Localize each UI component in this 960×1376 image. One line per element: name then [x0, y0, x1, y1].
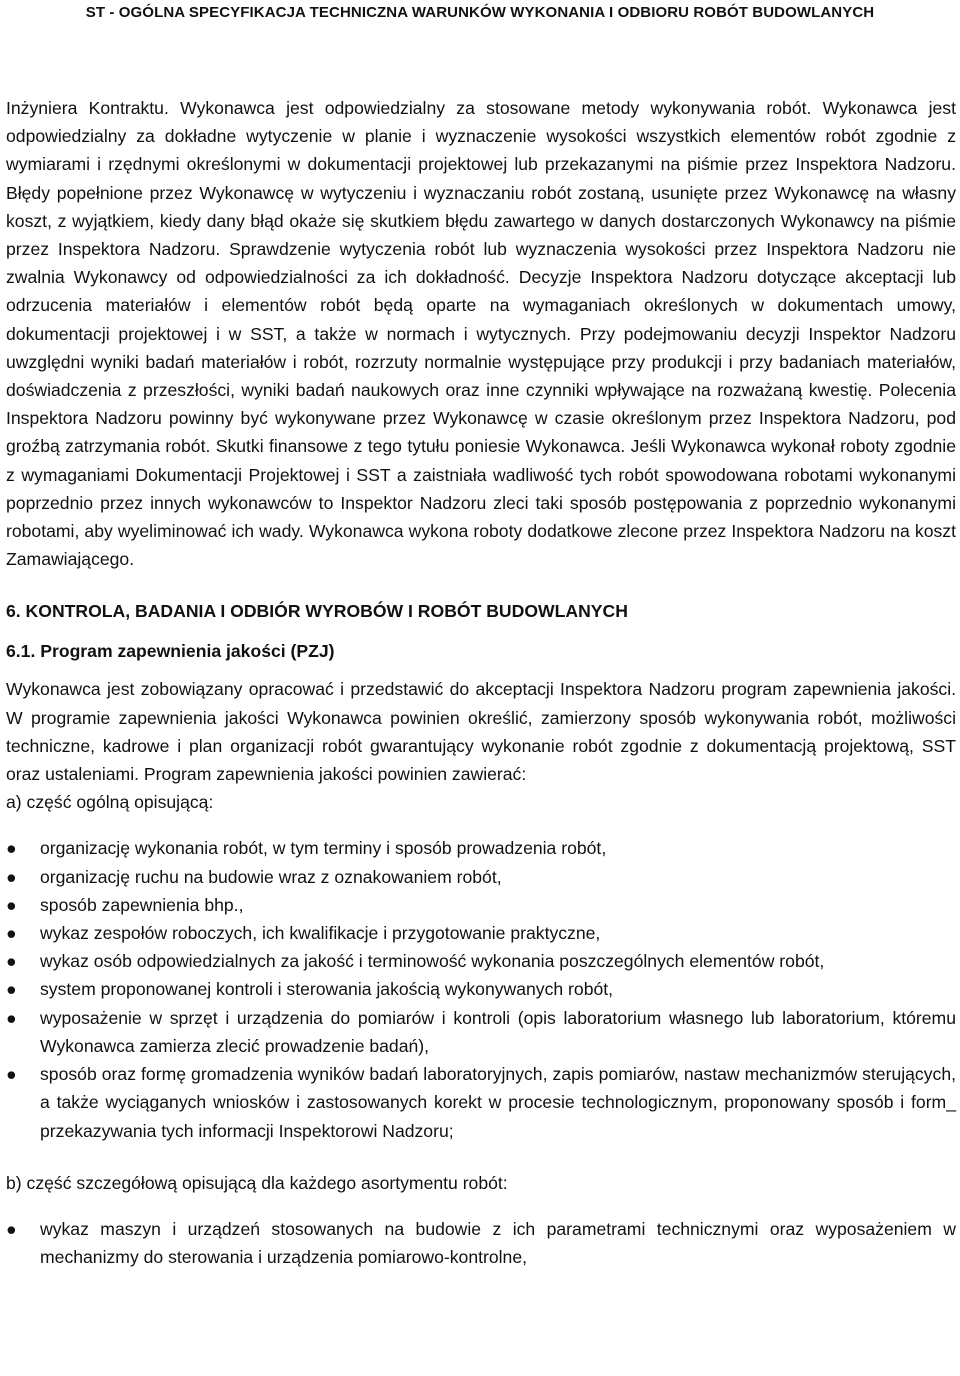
list-item-text: wykaz zespołów roboczych, ich kwalifikacje i przygotowanie praktyczne,	[40, 923, 601, 944]
list-item-text: organizację wykonania robót, w tym terminy i sposób prowadzenia robót,	[40, 838, 607, 859]
list-item-text: sposób oraz formę gromadzenia wyników badań laboratoryjnych, zapis pomiarów, nastaw mechanizmów sterujących, a także wyciąganych wniosków i zastosowanych korekt w procesie technologicznym, proponowany sposób i form_ przekazywania tych informacji Inspektorowi Nadzoru;	[40, 1064, 956, 1141]
list-item-text: wykaz maszyn i urządzeń stosowanych na budowie z ich parametrami technicznymi oraz wyposażeniem w mechanizmy do sterowania i urządzenia pomiarowo-kontrolne,	[40, 1218, 956, 1268]
list-item	[6, 1004, 956, 1060]
bullet-icon: ●	[6, 979, 17, 1000]
bullet-icon: ●	[6, 1218, 17, 1239]
list-item-text: wykaz osób odpowiedzialnych za jakość i terminowość wykonania poszczególnych elementów robót,	[40, 951, 825, 972]
bullet-icon: ●	[6, 1007, 17, 1028]
list-item-text: organizację ruchu na budowie wraz z oznakowaniem robót,	[40, 866, 502, 887]
paragraph-2: Wykonawca jest zobowiązany opracować i przedstawić do akceptacji Inspektora Nadzoru program zapewnienia jakości. W programie zapewnienia jakości Wykonawca powinien określić, zamierzony sposób wykonywania robót, możliwości techniczne, kadrowe i plan organizacji robót gwarantujący wykonanie robót zgodnie z dokumentacją projektową, SST oraz ustaleniami. Program zapewnienia jakości powinien zawierać:	[6, 679, 956, 785]
section-heading-6: 6. KONTROLA, BADANIA I ODBIÓR WYROBÓW I ROBÓT BUDOWLANYCH	[6, 601, 628, 622]
paragraph-1: Inżyniera Kontraktu. Wykonawca jest odpowiedzialny za stosowane metody wykonywania robót. Wykonawca jest odpowiedzialny za dokładne wytyczenie w planie i wyznaczenie wysokości wszystkich elementów robót zgodnie z wymiarami i rzędnymi określonymi w dokumentacji projektowej lub przekazanymi na piśmie przez Inspektora Nadzoru. Błędy popełnione przez Wykonawcę w wytyczeniu i wyznaczaniu robót zostaną, usunięte przez Wykonawcę na własny koszt, z wyjątkiem, kiedy dany błąd okaże się skutkiem błędu zawartego w danych dostarczonych Wykonawcy na piśmie przez Inspektora Nadzoru. Sprawdzenie wytyczenia robót lub wyznaczenia wysokości przez Inspektora Nadzoru nie zwalnia Wykonawcy od odpowiedzialności za ich dokładność. Decyzje Inspektora Nadzoru dotyczące akceptacji lub odrzucenia materiałów i elementów robót będą oparte na wymaganiach określonych w dokumentach umowy, dokumentacji projektowej i w SST, a także w normach i wytycznych. Przy podejmowaniu decyzji Inspektor Nadzoru uwzględni wyniki badań materiałów i robót, rozrzuty normalnie występujące przy produkcji i przy badaniach materiałów, doświadczenia z przeszłości, wyniki badań naukowych oraz inne czynniki wpływające na rozważaną kwestię. Polecenia Inspektora Nadzoru powinny być wykonywane przez Wykonawcę w czasie określonym przez Inspektora Nadzoru, pod groźbą zatrzymania robót. Skutki finansowe z tego tytułu poniesie Wykonawca. Jeśli Wykonawca wykonał roboty zgodnie z wymaganiami Dokumentacji Projektowej i SST a zaistniała wadliwość tych robót spowodowana robotami wykonanymi poprzednio przez innych wykonawców to Inspektor Nadzoru zleci taki sposób postępowania z poprzednio wykonanymi robotami, aby wyeliminować ich wady. Wykonawca wykona roboty dodatkowe zlecone przez Inspektora Nadzoru na koszt Zamawiającego.	[6, 98, 956, 570]
list-item	[6, 919, 956, 947]
subsection-heading-6-1: 6.1. Program zapewnienia jakości (PZJ)	[6, 641, 335, 662]
bullet-icon: ●	[6, 894, 17, 915]
document-header: ST - OGÓLNA SPECYFIKACJA TECHNICZNA WARUNKÓW WYKONANIA I ODBIORU ROBÓT BUDOWLANYCH	[85, 4, 875, 21]
list-item-text: wyposażenie w sprzęt i urządzenia do pomiarów i kontroli (opis laboratorium własnego lub laboratorium, któremu Wykonawca zamierza zlecić prowadzenie badań),	[40, 1007, 956, 1056]
list-item	[6, 891, 956, 919]
list-item-text: system proponowanej kontroli i sterowania jakością wykonywanych robót,	[40, 979, 614, 1000]
list-item	[6, 975, 956, 1003]
list-item	[6, 1060, 956, 1145]
document-body	[6, 94, 956, 1271]
bullet-icon: ●	[6, 838, 17, 859]
list-item	[6, 834, 956, 862]
list-item	[6, 863, 956, 891]
part-a-label: a) część ogólną opisującą:	[6, 792, 214, 813]
list-item	[6, 947, 956, 975]
bullet-icon: ●	[6, 866, 17, 887]
part-b-label: b) część szczegółową opisującą dla każdego asortymentu robót:	[6, 1172, 508, 1193]
bullet-icon: ●	[6, 951, 17, 972]
part-a-list	[6, 834, 956, 1144]
part-b-list	[6, 1215, 956, 1271]
bullet-icon: ●	[6, 1064, 17, 1085]
list-item-text: sposób zapewnienia bhp.,	[40, 894, 244, 915]
list-item	[6, 1215, 956, 1271]
bullet-icon: ●	[6, 923, 17, 944]
